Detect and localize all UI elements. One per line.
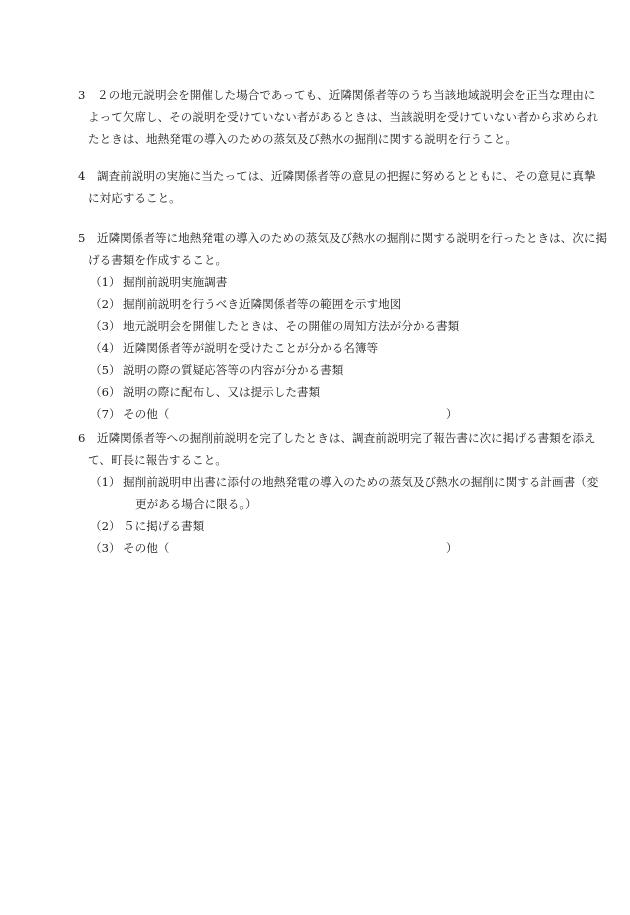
section-6-list [78, 471, 615, 559]
section-4-line-2: に対応すること。 [88, 191, 181, 205]
list-item [78, 381, 615, 403]
section-3-line-1: 3 ２の地元説明会を開催した場合であっても、近隣関係者等のうち当該地域説明会を正当な理由に [78, 88, 596, 102]
list-item [78, 515, 615, 537]
list-item-number: （3） [90, 541, 121, 555]
closing-parenthesis: ） [446, 407, 458, 421]
section-3-line-2: よって欠席し、その説明を受けていない者があるときは、当該説明を受けていない者から求められ [88, 110, 599, 124]
list-item-text: 地元説明会を開催したときは、その開催の周知方法が分かる書類 [123, 319, 460, 333]
section-6 [78, 427, 615, 559]
section-6-line-2: て、町長に報告すること。 [88, 453, 227, 467]
section-4 [78, 165, 615, 209]
section-3-line-3: たときは、地熱発電の導入のための蒸気及び熱水の掘削に関する説明を行うこと。 [88, 132, 517, 146]
section-3 [78, 84, 615, 150]
list-item-text: 説明の際に配布し、又は提示した書類 [123, 385, 321, 399]
list-item [78, 271, 615, 293]
list-item-number: （7） [90, 407, 121, 421]
list-item-text: 説明の際の質疑応答等の内容が分かる書類 [123, 363, 344, 377]
section-5-line-2: げる書類を作成すること。 [88, 253, 228, 267]
list-item-number: （1） [90, 275, 121, 289]
section-6-line-1: 6 近隣関係者等への掘削前説明を完了したときは、調査前説明完了報告書に次に掲げる書類を添え [78, 431, 596, 445]
list-item [78, 537, 615, 559]
list-item-text: 掘削前説明を行うべき近隣関係者等の範囲を示す地図 [123, 297, 402, 311]
list-item-text: その他（ [123, 541, 170, 555]
section-5-line-1: 5 近隣関係者等に地熱発電の導入のための蒸気及び熱水の掘削に関する説明を行ったときは、次に掲 [78, 231, 608, 245]
section-4-line-1: 4 調査前説明の実施に当たっては、近隣関係者等の意見の把握に努めるとともに、その意見に真摯 [78, 169, 596, 183]
list-item [78, 293, 615, 315]
list-item-number: （3） [90, 319, 121, 333]
list-item-number: （6） [90, 385, 121, 399]
list-item [78, 471, 615, 493]
list-item-number: （2） [90, 297, 121, 311]
list-item-number: （5） [90, 363, 121, 377]
list-item-text: 近隣関係者等が説明を受けたことが分かる名簿等 [123, 341, 379, 355]
list-item-text: 掘削前説明申出書に添付の地熱発電の導入のための蒸気及び熱水の掘削に関する計画書（変 [123, 475, 599, 489]
closing-parenthesis: ） [446, 541, 458, 555]
list-item-text: 掘削前説明実施調書 [123, 275, 228, 289]
section-5 [78, 227, 615, 425]
section-5-list [78, 271, 615, 425]
list-item-text: その他（ [123, 407, 170, 421]
list-item-number: （1） [90, 475, 121, 489]
list-item-number: （4） [90, 341, 121, 355]
list-item [78, 403, 615, 425]
list-item-number: （2） [90, 519, 121, 533]
list-item-text-continuation: 更がある場合に限る。） [135, 497, 257, 511]
list-item [78, 337, 615, 359]
list-item-continuation [78, 493, 615, 515]
list-item-text: ５に掲げる書類 [123, 519, 205, 533]
list-item [78, 315, 615, 337]
list-item [78, 359, 615, 381]
